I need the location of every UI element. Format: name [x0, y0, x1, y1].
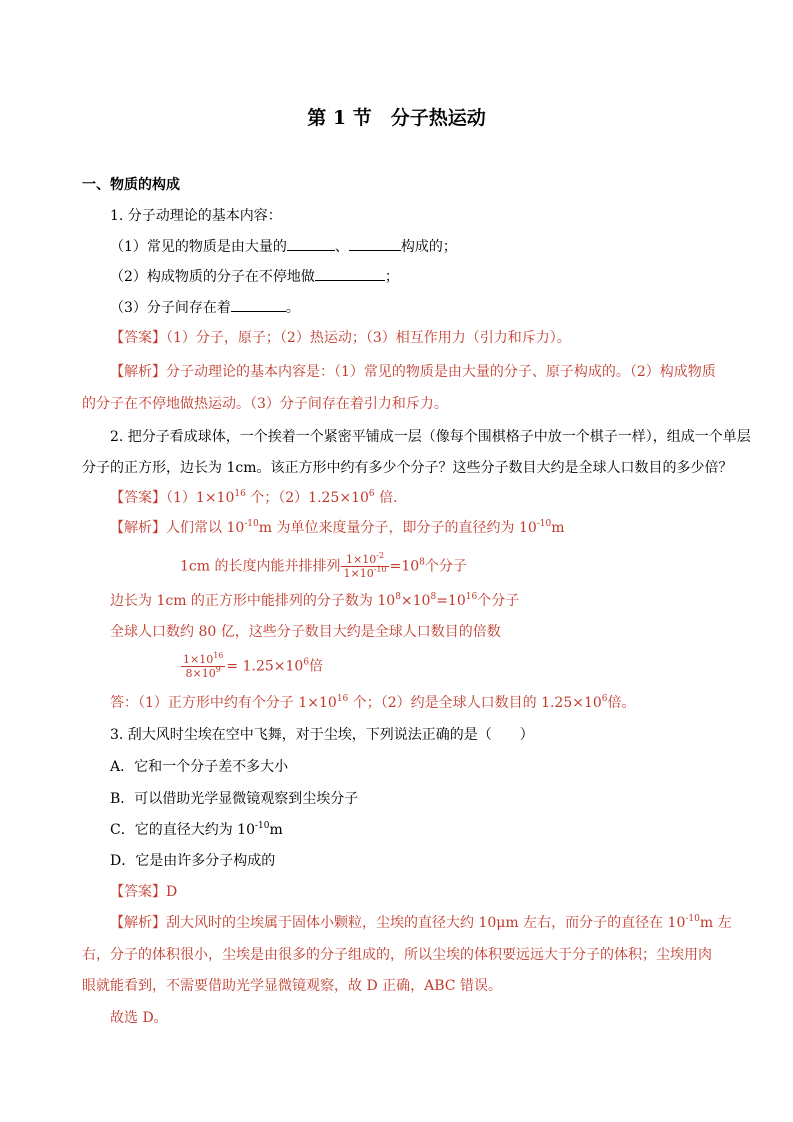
q2-an1-a: 人们常以 10: [166, 520, 245, 536]
q2-an3-b: ×10: [400, 593, 431, 609]
q1-part2-text-b: ；: [384, 269, 399, 285]
q1-part1-sep: 、: [334, 239, 349, 255]
q2-an3-d: 个分子: [477, 593, 520, 609]
q2-analysis-line1: [110, 518, 565, 538]
q1-blank-3[interactable]: [315, 266, 385, 281]
q1-part1: [110, 236, 457, 257]
q3-option-a[interactable]: A．它和一个分子差不多大小: [110, 759, 289, 775]
q2-frac1-den-exp: -10: [373, 565, 387, 574]
q2-fraction-2: [181, 653, 225, 680]
q3-analysis-line3: 眼就能看到，不需要借助光学显微镜观察，故 D 正确，ABC 错误。: [82, 978, 502, 994]
q2-answer: [110, 488, 398, 508]
q2-an3-exp3: 16: [465, 592, 478, 602]
q1-blank-4[interactable]: [231, 297, 286, 312]
q3-option-d[interactable]: D．它是由许多分子构成的: [110, 853, 276, 869]
q2-final-answer: [110, 693, 636, 713]
answer-label: 【答案】: [110, 884, 166, 900]
q2-analysis-line3: [110, 591, 519, 611]
q1-part3-text-b: 。: [285, 300, 300, 316]
q3-an1-b: m 左: [699, 915, 732, 931]
q3-answer-text: D: [166, 884, 178, 900]
q2-frac2-num: 1×10: [183, 653, 214, 666]
analysis-label: 【解析】: [110, 915, 166, 931]
q2-an3-exp1: 8: [395, 592, 401, 602]
q3-option-c-text-a: C．它的直径大约为 10: [110, 822, 255, 838]
q2-frac2-num-exp: 16: [213, 651, 224, 660]
q2-an1-exp2: -10: [536, 519, 552, 529]
q2-an2-b: 个分子: [424, 558, 467, 575]
q2-an1-exp1: -10: [244, 519, 259, 529]
q2-an2-eq: =10: [389, 558, 420, 575]
q2-frac1-num-exp: -2: [376, 551, 385, 560]
q1-part2-text-a: （2）构成物质的分子在不停地做: [110, 269, 315, 285]
q2-analysis-line5: [180, 653, 323, 680]
q2-frac2-den-exp: 9: [215, 665, 221, 674]
q2-frac1-num: 1×10: [346, 553, 377, 566]
q2-fraction-1: [341, 553, 388, 580]
q2-an2-a: 1cm 的长度内能并排排列: [180, 558, 341, 575]
q2-an2-eq-exp: 8: [419, 557, 425, 568]
q1-analysis-text-1: 分子动理论的基本内容是：（1）常见的物质是由大量的分子、原子构成的。（2）构成物质: [166, 364, 716, 380]
q2-final-exp2: 6: [601, 694, 608, 704]
answer-label: 【答案】: [110, 330, 166, 346]
q3-option-c[interactable]: [110, 820, 283, 840]
q1-part2: [110, 266, 399, 287]
q3-answer: [110, 882, 177, 902]
q2-an1-c: m: [551, 520, 565, 536]
q2-analysis-line4: 全球人口数约 80 亿，这些分子数目大约是全球人口数目的倍数: [110, 624, 501, 640]
page-title: 第 1 节 分子热运动: [307, 107, 486, 129]
q1-part1-text-b: 构成的；: [400, 239, 457, 255]
q2-ans-a: （1）1×10: [166, 490, 235, 506]
q3-conclusion: 故选 D。: [110, 1010, 168, 1026]
q2-an5-b: 倍: [309, 658, 324, 675]
q1-stem: 1. 分子动理论的基本内容：: [110, 208, 282, 224]
q2-final-b: 个；（2）约是全球人口数目的 1.25×10: [348, 695, 602, 711]
q1-answer-text: （1）分子，原子；（2）热运动；（3）相互作用力（引力和斥力）。: [166, 330, 571, 346]
q1-part3-text-a: （3）分子间存在着: [110, 300, 231, 316]
q2-final-c: 倍。: [607, 695, 636, 711]
q1-blank-2[interactable]: [349, 236, 401, 251]
q1-answer: [110, 328, 571, 348]
q2-frac1-den: 1×10: [343, 567, 374, 580]
q2-an5-eq: = 1.25×10: [226, 658, 304, 675]
q2-final-a: 答：（1）正方形中约有个分子 1×10: [110, 695, 337, 711]
q3-an1-exp: -10: [685, 914, 700, 924]
q2-ans-a-exp: 16: [234, 489, 246, 499]
q2-an3-a: 边长为 1cm 的正方形中能排列的分子数为 10: [110, 593, 396, 609]
q1-blank-1[interactable]: [287, 236, 335, 251]
q2-ans-b: 个；（2）1.25×10: [245, 490, 369, 506]
q2-an1-b: m 为单位来度量分子，即分子的直径约为 10: [258, 520, 537, 536]
q2-final-exp1: 16: [336, 694, 349, 704]
q2-ans-c: 倍.: [374, 490, 398, 506]
q3-an1-a: 刮大风时的尘埃属于固体小颗粒，尘埃的直径大约 10μm 左右，而分子的直径在 10: [166, 915, 686, 931]
q3-option-c-exp: -10: [254, 821, 270, 831]
q1-analysis-line2: 的分子在不停地做热运动。（3）分子间存在着引力和斥力。: [82, 396, 448, 412]
q3-option-c-text-b: m: [269, 822, 283, 838]
q2-stem-line1: 2. 把分子看成球体，一个挨着一个紧密平铺成一层（像每个围棋格子中放一个棋子一样），组成一个单层: [110, 429, 751, 445]
q1-analysis-line1: [110, 362, 716, 382]
q1-part3: [110, 297, 300, 318]
analysis-label: 【解析】: [110, 364, 166, 380]
q2-frac2-den: 8×10: [185, 667, 216, 680]
q2-an3-exp2: 8: [430, 592, 437, 602]
q3-analysis-line1: [110, 913, 732, 933]
q2-stem-line2: 分子的正方形，边长为 1cm。该正方形中约有多少个分子？这些分子数目大约是全球人口数目的多少倍？: [82, 460, 733, 476]
q2-an5-eq-exp: 6: [303, 657, 310, 668]
q2-an3-c: =10: [436, 593, 466, 609]
q3-option-b[interactable]: B．可以借助光学显微镜观察到尘埃分子: [110, 791, 359, 807]
q3-stem: 3. 刮大风时尘埃在空中飞舞，对于尘埃，下列说法正确的是（ ）: [110, 727, 534, 743]
section-heading: 一、物质的构成: [82, 177, 180, 193]
q3-analysis-line2: 右，分子的体积很小，尘埃是由很多的分子组成的，所以尘埃的体积要远远大于分子的体积；尘埃用肉: [82, 947, 712, 963]
q2-ans-b-exp: 6: [368, 489, 375, 499]
analysis-label: 【解析】: [110, 520, 166, 536]
q2-analysis-line2: [180, 553, 467, 580]
answer-label: 【答案】: [110, 490, 166, 506]
q1-part1-text-a: （1）常见的物质是由大量的: [110, 239, 287, 255]
